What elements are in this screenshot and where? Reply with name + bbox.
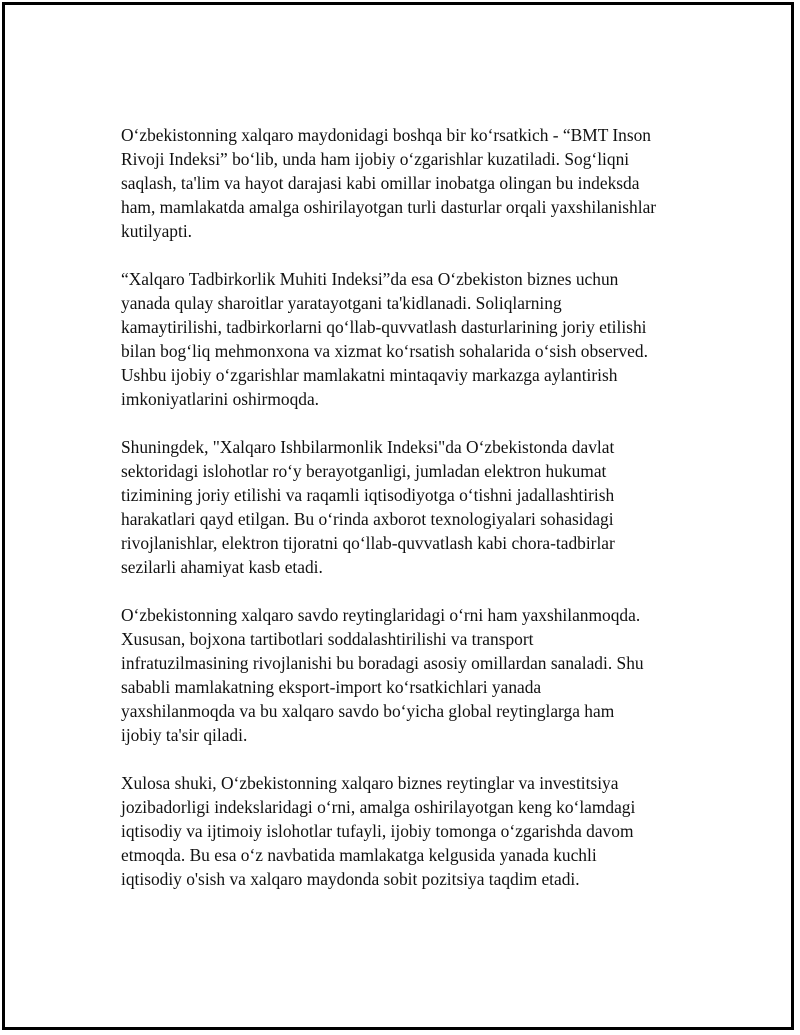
paragraph-1: O‘zbekistonning xalqaro maydonidagi boshqa bir ko‘rsatkich - “BMT Inson Rivoji Indeksi” bo‘lib, unda ham ijobiy o‘zgarishlar kuzatiladi. Sog‘liqni saqlash, ta'lim va hayot darajasi kabi omillar inobatga olingan bu indeksda ham, mamlakatda amalga oshirilayotgan turli dasturlar orqali yaxshilanishlar kutilyapti. xyxy=(121,125,657,241)
paragraph-5: Xulosa shuki, O‘zbekistonning xalqaro biznes reytinglar va investitsiya jozibadorligi indekslaridagi o‘rni, amalga oshirilayotgan keng ko‘lamdagi iqtisodiy va ijtimoiy islohotlar tufayli, ijobiy tomonga o‘zgarishda davom etmoqda. Bu esa o‘z navbatida mamlakatga kelgusida yanada kuchli iqtisodiy o'sish va xalqaro maydonda sobit pozitsiya taqdim etadi. xyxy=(121,773,636,889)
paragraph-2: “Xalqaro Tadbirkorlik Muhiti Indeksi”da esa O‘zbekiston biznes uchun yanada qulay sharoitlar yaratayotgani ta'kidlanadi. Soliqlarning kamaytirilishi, tadbirkorlarni qo‘llab-quvvatlash dasturlarining joriy etilishi bilan bog‘liq mehmonxona va xizmat ko‘rsatish sohalarida o‘sish observed. Ushbu ijobiy o‘zgarishlar mamlakatni mintaqaviy markazga aylantirish imkoniyatlarini oshirmoqda. xyxy=(121,269,648,409)
paragraph-3: Shuningdek, "Xalqaro Ishbilarmonlik Indeksi"da O‘zbekistonda davlat sektoridagi islohotlar ro‘y berayotganligi, jumladan elektron hukumat tizimining joriy etilishi va raqamli iqtisodiyotga o‘tishni jadallashtirish harakatlari qayd etilgan. Bu o‘rinda axborot texnologiyalari sohasidagi rivojlanishlar, elektron tijoratni qo‘llab-quvvatlash kabi chora-tadbirlar sezilarli ahamiyat kasb etadi. xyxy=(121,437,615,577)
document-body xyxy=(121,123,693,915)
paragraph-4: O‘zbekistonning xalqaro savdo reytinglaridagi o‘rni ham yaxshilanmoqda. Xususan, bojxona tartibotlari soddalashtirilishi va transport infratuzilmasining rivojlanishi bu boradagi asosiy omillardan sanaladi. Shu sababli mamlakatning eksport-import ko‘rsatkichlari yanada yaxshilanmoqda va bu xalqaro savdo bo‘yicha global reytinglarga ham ijobiy ta'sir qiladi. xyxy=(121,605,644,745)
page-frame xyxy=(2,2,794,1030)
